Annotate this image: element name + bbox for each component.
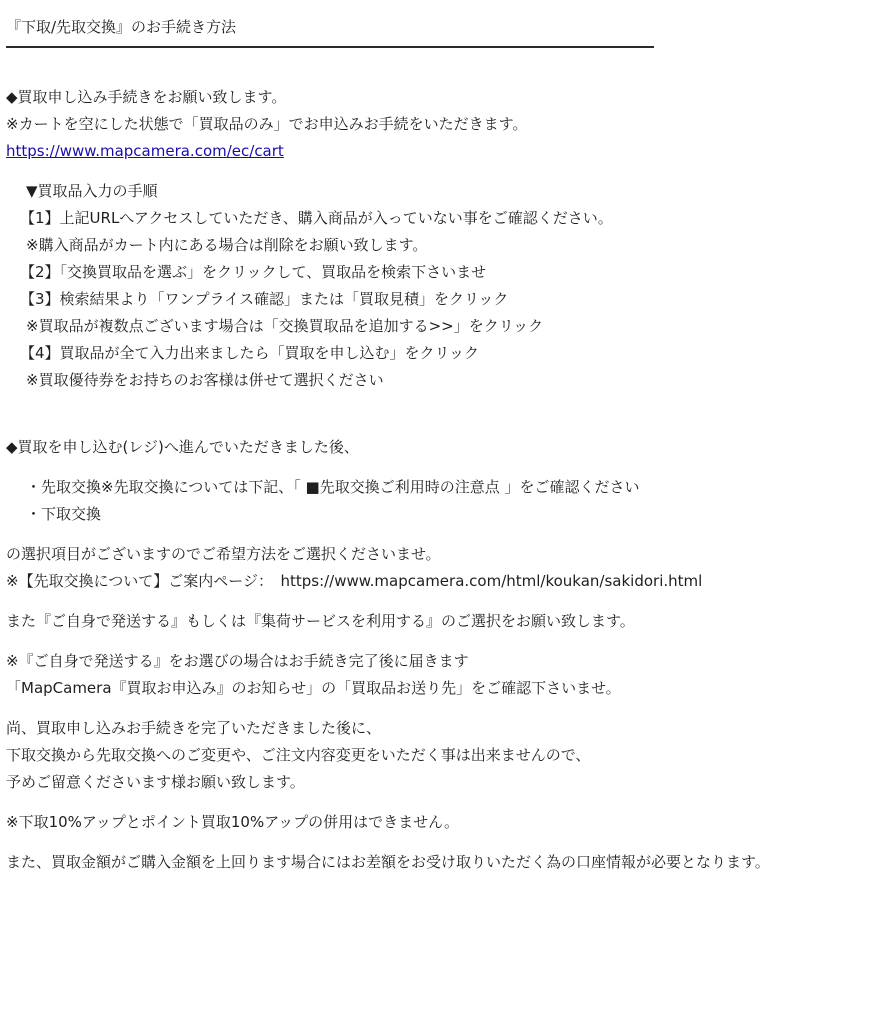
step-line: ※買取優待券をお持ちのお客様は併せて選択ください xyxy=(26,371,384,389)
step-line: 【1】上記URLへアクセスしていただき、購入商品が入っていない事をご確認ください。 xyxy=(20,209,613,227)
step-line: ※購入商品がカート内にある場合は削除をお願い致します。 xyxy=(26,236,428,254)
self-ship-note-2: 「MapCamera『買取お申込み』のお知らせ」の「買取品お送り先」をご確認下さいませ。 xyxy=(6,679,621,697)
section2-heading: ◆買取を申し込む(レジ)へ進んでいただきました後、 xyxy=(6,438,359,456)
self-ship-note: ※『ご自身で発送する』をお選びの場合はお手続き完了後に届きます xyxy=(6,652,469,670)
cart-link[interactable]: https://www.mapcamera.com/ec/cart xyxy=(6,142,284,160)
spacer xyxy=(6,528,879,541)
spacer xyxy=(6,394,879,434)
choice-text: の選択項目がございますのでご希望方法をご選択くださいませ。 xyxy=(6,545,441,563)
spacer xyxy=(6,595,879,608)
step-line: 【2】「交換買取品を選ぶ」をクリックして、買取品を検索下さいませ xyxy=(20,263,487,281)
option-item: ・先取交換※先取交換については下記、「 ■先取交換ご利用時の注意点 」をご確認ください xyxy=(26,478,640,496)
spacer xyxy=(6,165,879,178)
spacer xyxy=(6,635,879,648)
guide-text: ※【先取交換について】ご案内ページ： https://www.mapcamera.com/html/koukan/sakidori.html xyxy=(6,572,703,590)
section1-heading: ◆買取申し込み手続きをお願い致します。 xyxy=(6,88,287,106)
option-item: ・下取交換 xyxy=(26,505,102,523)
caution-line: 下取交換から先取交換へのご変更や、ご注文内容変更をいただく事は出来ませんので、 xyxy=(6,746,591,764)
spacer xyxy=(6,461,879,474)
steps-heading: ▼買取品入力の手順 xyxy=(26,182,158,200)
caution-line: 予めご留意くださいます様お願い致します。 xyxy=(6,773,305,791)
spacer xyxy=(6,836,879,849)
title-divider xyxy=(6,46,654,48)
page-title: 『下取/先取交換』のお手続き方法 xyxy=(6,18,237,36)
caution-line: 尚、買取申し込みお手続きを完了いただきました後に、 xyxy=(6,719,382,737)
step-line: 【4】買取品が全て入力出来ましたら「買取を申し込む」をクリック xyxy=(20,344,479,362)
bank-info-text: また、買取金額がご購入金額を上回ります場合にはお差額をお受け取りいただく為の口座情報が必要となります。 xyxy=(6,853,770,871)
cart-link-line xyxy=(6,138,879,165)
spacer xyxy=(6,702,879,715)
section1-note: ※カートを空にした状態で「買取品のみ」でお申込みお手続をいただきます。 xyxy=(6,115,528,133)
step-line: ※買取品が複数点ございます場合は「交換買取品を追加する>>」をクリック xyxy=(26,317,544,335)
spacer xyxy=(6,796,879,809)
step-line: 【3】検索結果より「ワンプライス確認」または「買取見積」をクリック xyxy=(20,290,509,308)
shipping-text: また『ご自身で発送する』もしくは『集荷サービスを利用する』のご選択をお願い致します。 xyxy=(6,612,635,630)
no-combo-note: ※下取10%アップとポイント買取10%アップの併用はできません。 xyxy=(6,813,460,831)
